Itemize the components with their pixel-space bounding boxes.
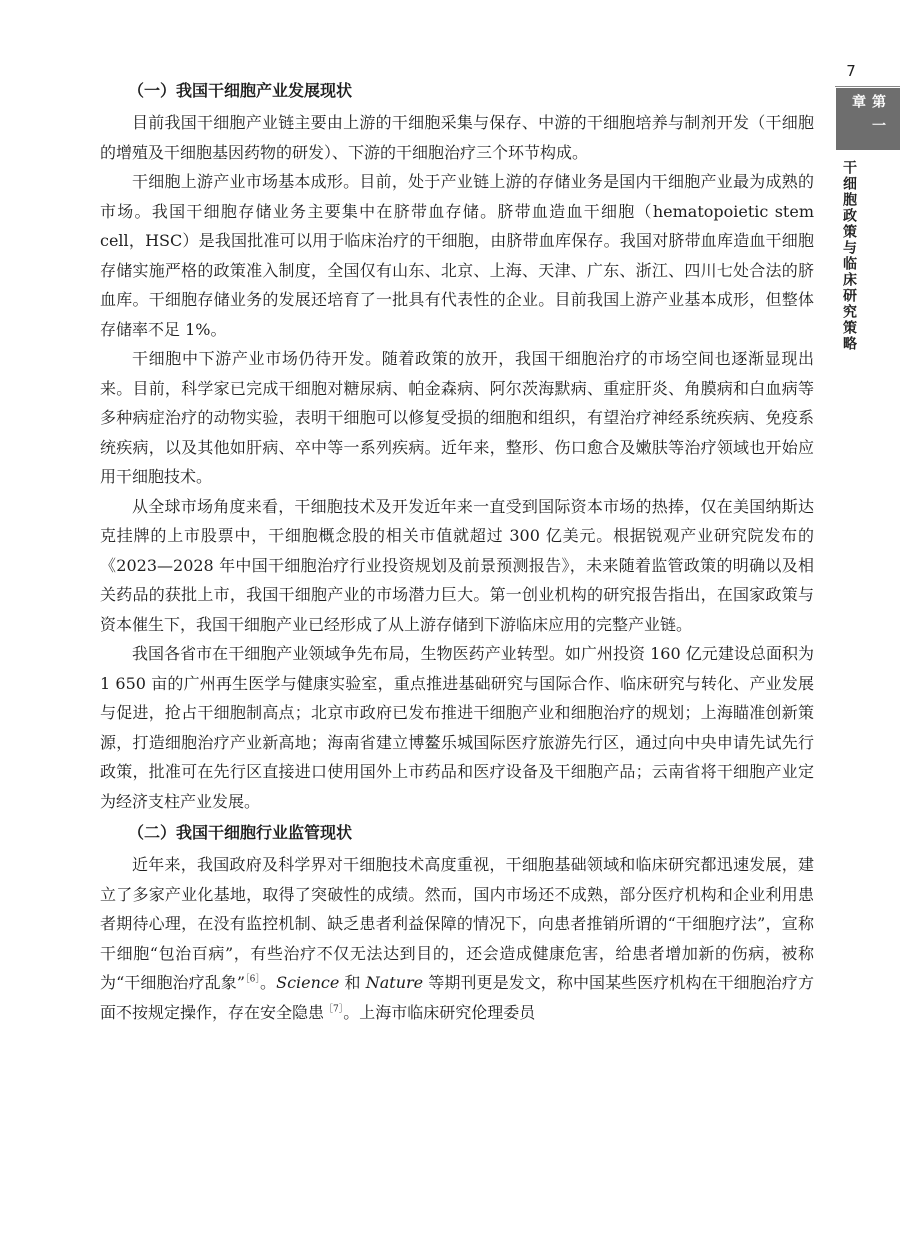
chapter-title: 干细胞政策与临床研究策略 bbox=[841, 160, 857, 352]
text-run: 和 bbox=[339, 973, 366, 992]
journal-nature: Nature bbox=[365, 973, 424, 992]
citation-7: ［7］ bbox=[324, 1004, 344, 1015]
section1-paragraph-5: 我国各省市在干细胞产业领域争先布局，生物医药产业转型。如广州投资 160 亿元建设总面积为 1 650 亩的广州再生医学与健康实验室，重点推进基础研究与国际合作、临床研究与转化、产业发展与促进，抢占干细胞制高点；北京市政府已发布推进干细胞产业和细胞治疗的规划；上海瞄准创新策源，打造细胞治疗产业新高地；海南省建立博鳌乐城国际医疗旅游先行区，通过向中央申请先试先行政策，批准可在先行区直接进口使用国外上市药品和医疗设备及干细胞产品；云南省将干细胞产业定为经济支柱产业发展。 bbox=[100, 644, 814, 811]
section1-paragraph-4: 从全球市场角度来看，干细胞技术及开发近年来一直受到国际资本市场的热捧，仅在美国纳斯达克挂牌的上市股票中，干细胞概念股的相关市值就超过 300 亿美元。根据锐观产业研究院发布的《2023—2028 年中国干细胞治疗行业投资规划及前景预测报告》，未来随着监管政策的明确以及相关药品的获批上市，我国干细胞产业的市场潜力巨大。第一创业机构的研究报告指出，在国家政策与资本催生下，我国干细胞产业已经形成了从上游存储到下游临床应用的完整产业链。 bbox=[100, 496, 814, 634]
section1-paragraph-1: 目前我国干细胞产业链主要由上游的干细胞采集与保存、中游的干细胞培养与制剂开发（干细胞的增殖及干细胞基因药物的研发）、下游的干细胞治疗三个环节构成。 bbox=[100, 113, 814, 162]
section1-paragraph-3: 干细胞中下游产业市场仍待开发。随着政策的放开，我国干细胞治疗的市场空间也逐渐显现出来。目前，科学家已完成干细胞对糖尿病、帕金森病、阿尔茨海默病、重症肝炎、角膜病和白血病等多种病症治疗的动物实验，表明干细胞可以修复受损的细胞和组织，有望治疗神经系统疾病、免疫系统疾病，以及其他如肝病、卒中等一系列疾病。近年来，整形、伤口愈合及嫩肤等治疗领域也开始应用干细胞技术。 bbox=[100, 349, 814, 486]
section1-paragraph-2: 干细胞上游产业市场基本成形。目前，处于产业链上游的存储业务是国内干细胞产业最为成熟的市场。我国干细胞存储业务主要集中在脐带血存储。脐带血造血干细胞（hematopoietic stem cell，HSC）是我国批准可以用于临床治疗的干细胞，由脐带血库保存。我国对脐带血库造血干细胞存储实施严格的政策准入制度，全国仅有山东、北京、上海、天津、广东、浙江、四川七处合法的脐血库。干细胞存储业务的发展还培育了一批具有代表性的企业。目前我国上游产业基本成形，但整体存储率不足 1%。 bbox=[100, 172, 814, 339]
text-run: 。 bbox=[260, 973, 277, 992]
section2-paragraph-1 bbox=[100, 850, 814, 1027]
chapter-tab bbox=[836, 88, 900, 150]
section1-heading: （一）我国干细胞产业发展现状 bbox=[128, 81, 353, 100]
text-run: 等期刊更是发文，称中国某些医疗机构在干细胞治疗方面不按规定操作，存在安全隐患 bbox=[100, 973, 814, 1022]
text-run: 。上海市临床研究伦理委员 bbox=[343, 1002, 536, 1022]
text-run: 近年来，我国政府及科学界对干细胞技术高度重视，干细胞基础领域和临床研究都迅速发展，建立了多家产业化基地，取得了突破性的成绩。然而，国内市场还不成熟，部分医疗机构和企业利用患者期待心理，在没有监控机制、缺乏患者利益保障的情况下，向患者推销所谓的“干细胞疗法”，宣称干细胞“包治百病”，有些治疗不仅无法达到目的，还会造成健康危害，给患者增加新的伤病，被称为“干细胞治疗乱象” bbox=[100, 855, 814, 992]
chapter-label: 第一章 bbox=[850, 94, 886, 142]
citation-6: ［6］ bbox=[245, 974, 261, 985]
journal-science: Science bbox=[276, 973, 340, 992]
page-number: 7 bbox=[846, 62, 856, 80]
side-rule bbox=[835, 86, 900, 87]
section2-heading: （二）我国干细胞行业监管现状 bbox=[128, 823, 353, 842]
page-body bbox=[100, 74, 814, 1027]
